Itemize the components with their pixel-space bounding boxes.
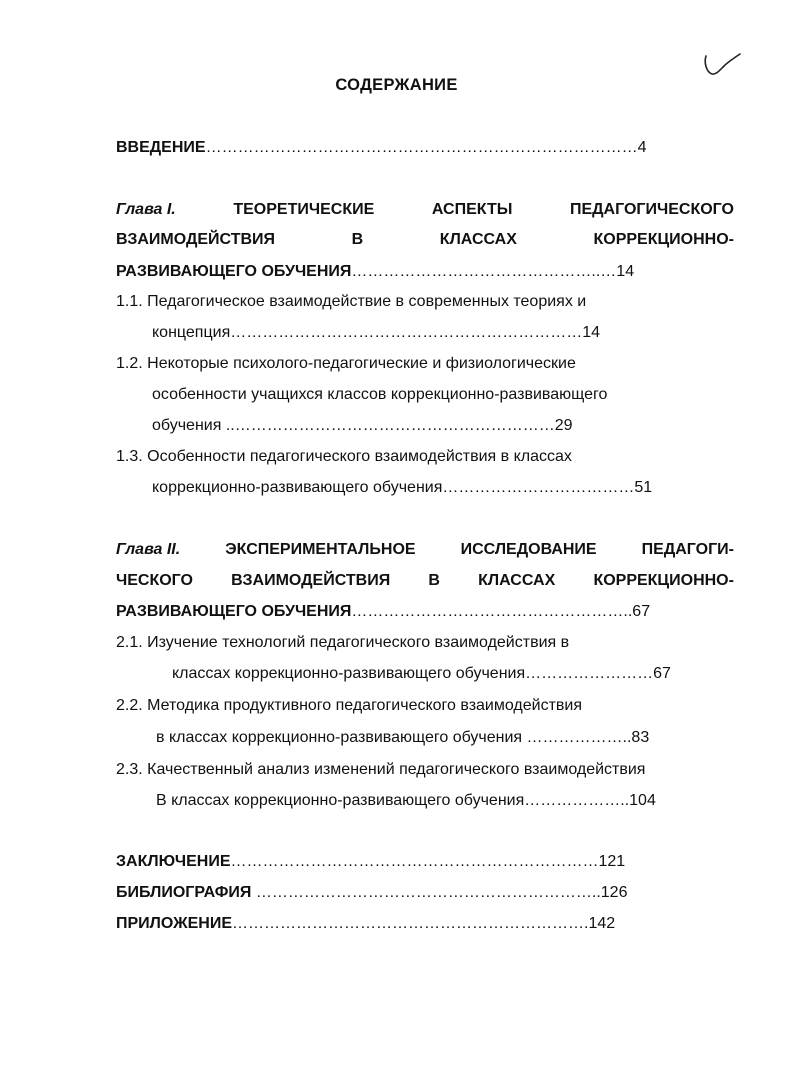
toc-dots: ……………………………………………………….. [251,884,601,901]
toc-label: В классах коррекционно-развивающего обучения [156,792,525,809]
heading-word: АСПЕКТЫ [431,201,513,218]
toc-section-2-3-title: 2.3. Качественный анализ изменений педагогического взаимодействия [116,761,646,778]
heading-word: ПЕДАГОГИ- [641,541,734,558]
toc-label: в классах коррекционно-развивающего обучения [156,729,523,746]
toc-label: ВВЕДЕНИЕ [116,139,206,156]
toc-page: 51 [634,479,653,496]
toc-page: 121 [598,853,626,870]
toc-dots: …………………………………………….. [351,603,633,620]
toc-section-1-1-title: 1.1. Педагогическое взаимодействие в современных теориях и [116,293,587,310]
toc-entry-conclusion[interactable] [116,852,625,872]
toc-label: БИБЛИОГРАФИЯ [116,884,252,901]
toc-page: 14 [616,263,635,280]
toc-page: 14 [582,324,601,341]
heading-word: КЛАССАХ [439,231,517,248]
heading-word: В [428,572,440,589]
heading-word: ЭКСПЕРИМЕНТАЛЬНОЕ [225,541,416,558]
toc-label: концепция [152,324,231,341]
page-title: СОДЕРЖАНИЕ [335,76,458,94]
toc-page: 83 [631,729,650,746]
toc-section-2-1-title: 2.1. Изучение технологий педагогического взаимодействия в [116,634,570,651]
toc-dots: …………………………………………………………… [230,853,599,870]
toc-dots: ……………………………………………………………………… [205,139,638,156]
toc-page: 142 [588,915,616,932]
chapter-1-heading-line-1 [116,200,734,220]
heading-word: ТЕОРЕТИЧЕСКИЕ [233,201,375,218]
chapter-1-heading-line-2 [116,230,734,250]
toc-dots: …………………………………………………………. [232,915,589,932]
toc-entry-2-3[interactable] [156,791,656,811]
toc-entry-chapter-2[interactable] [116,602,650,622]
toc-dots: ..…………………………………………………… [221,417,555,434]
toc-section-1-2-line-2: особенности учащихся классов коррекционно-развивающего [152,386,608,403]
toc-page: 104 [629,792,656,809]
chapter-2-label: Глава II. [116,541,181,558]
toc-dots: ………………………………………………………… [230,324,583,341]
toc-dots: ………………………………………..… [351,263,617,280]
toc-dots: ……………….. [522,729,632,746]
toc-label: РАЗВИВАЮЩЕГО ОБУЧЕНИЯ [116,263,352,280]
toc-label: ПРИЛОЖЕНИЕ [116,915,232,932]
toc-section-1-2-title: 1.2. Некоторые психолого-педагогические и физиологические [116,355,576,372]
heading-word: ВЗАИМОДЕЙСТВИЯ [231,572,391,589]
heading-word: КОРРЕКЦИОННО- [593,231,734,248]
toc-page: 29 [554,417,573,434]
chapter-1-label: Глава I. [116,201,176,218]
toc-entry-bibliography[interactable] [116,883,627,903]
toc-page: 67 [632,603,651,620]
toc-entry-intro[interactable] [116,138,646,158]
toc-page: 4 [637,139,647,156]
toc-dots: ……………….. [524,792,630,809]
toc-section-2-2-title: 2.2. Методика продуктивного педагогического взаимодействия [116,697,583,714]
heading-word: КОРРЕКЦИОННО- [593,572,734,589]
toc-entry-chapter-1[interactable] [116,262,634,282]
heading-word: ПЕДАГОГИЧЕСКОГО [569,201,734,218]
heading-word: ЧЕСКОГО [116,572,193,589]
toc-dots: …………………… [525,665,654,682]
heading-word: ВЗАИМОДЕЙСТВИЯ [116,231,276,248]
heading-word: КЛАССАХ [478,572,556,589]
toc-entry-appendix[interactable] [116,914,615,934]
toc-label: обучения [152,417,222,434]
toc-entry-2-1[interactable] [172,664,671,684]
toc-label: классах коррекционно-развивающего обучения [172,665,526,682]
heading-word: В [351,231,364,248]
toc-label: коррекционно-развивающего обучения [152,479,443,496]
toc-entry-1-2[interactable] [152,416,573,436]
toc-entry-2-2[interactable] [156,728,649,748]
toc-label: ЗАКЛЮЧЕНИЕ [116,853,231,870]
heading-word: ИССЛЕДОВАНИЕ [460,541,597,558]
toc-entry-1-3[interactable] [152,478,652,498]
toc-page: 67 [653,665,671,682]
toc-dots: ……………………………… [442,479,635,496]
toc-section-1-3-title: 1.3. Особенности педагогического взаимодействия в классах [116,448,572,465]
toc-page: 126 [600,884,628,901]
toc-entry-1-1[interactable] [152,323,600,343]
chapter-2-heading-line-1 [116,540,734,560]
toc-label: РАЗВИВАЮЩЕГО ОБУЧЕНИЯ [116,603,352,620]
chapter-2-heading-line-2 [116,571,734,591]
